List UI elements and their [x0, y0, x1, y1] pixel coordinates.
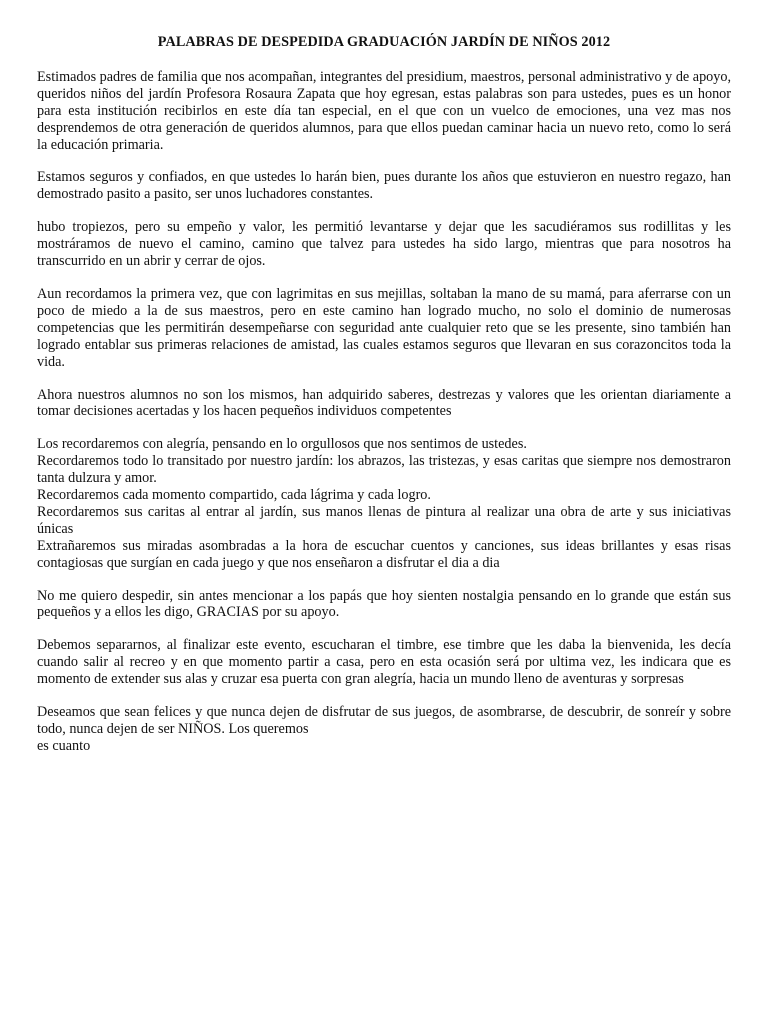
- memories-group: [37, 436, 731, 571]
- closing-line: es cuanto: [37, 737, 91, 754]
- memory-line: Extrañaremos sus miradas asombradas a la hora de escuchar cuentos y canciones, sus ideas brillantes y esas risas contagiosas que surgían en cada juego y que nos enseñaron a disfrutar el dia a dia: [37, 537, 731, 571]
- document-title: PALABRAS DE DESPEDIDA GRADUACIÓN JARDÍN DE NIÑOS 2012: [157, 34, 611, 50]
- paragraph-first-day: Aun recordamos la primera vez, que con lagrimitas en sus mejillas, soltaban la mano de su mamá, para aferrarse con un poco de miedo a la de sus maestros, pero en este camino han logrado mucho, no solo el dominio de numerosas competencias que les permitirán desempeñarse con seguridad ante cualquier reto que se les presente, sino también han logrado entablar sus primeras relaciones de amistad, las cuales estamos seguros que llevaran en sus corazoncitos toda la vida.: [37, 285, 731, 370]
- memory-line: Recordaremos sus caritas al entrar al jardín, sus manos llenas de pintura al realizar una obra de arte y sus iniciativas únicas: [37, 503, 731, 537]
- paragraph-competences: Ahora nuestros alumnos no son los mismos, han adquirido saberes, destrezas y valores que les orientan diariamente a tomar decisiones acertadas y los hacen pequeños individuos competentes: [37, 386, 731, 420]
- paragraph-confidence: Estamos seguros y confiados, en que ustedes lo harán bien, pues durante los años que estuvieron en nuestro regazo, han demostrado pasito a pasito, ser unos luchadores constantes.: [37, 169, 731, 203]
- paragraph-thanks-parents: No me quiero despedir, sin antes mencionar a los papás que hoy sienten nostalgia pensando en lo grande que están sus pequeños y a ellos les digo, GRACIAS por su apoyo.: [37, 587, 731, 621]
- paragraph-wishes: Deseamos que sean felices y que nunca dejen de disfrutar de sus juegos, de asombrarse, de descubrir, de sonreír y sobre todo, nunca dejen de ser NIÑOS. Los queremos: [37, 704, 731, 737]
- paragraph-farewell-bell: Debemos separarnos, al finalizar este evento, escucharan el timbre, ese timbre que les daba la bienvenida, les decía cuando salir al recreo y en que momento partir a casa, pero en esta ocasión será por ultima vez, les indicara que es momento de extender sus alas y cruzar esa puerta con gran alegría, hacia un mundo lleno de aventuras y sorpresas: [37, 637, 731, 688]
- paragraph-greeting: Estimados padres de familia que nos acompañan, integrantes del presidium, maestros, personal administrativo y de apoyo, queridos niños del jardín Profesora Rosaura Zapata que hoy egresan, estas palabras son para ustedes, pues es un honor para esta institución recibirlos en este día tan especial, en el que con un vuelco de emociones, una vez mas nos desprendemos de otra generación de queridos alumnos, para que ellos puedan caminar hacia un nuevo reto, como lo será la educación primaria.: [37, 68, 731, 153]
- document-page: [37, 34, 731, 755]
- memory-line: Los recordaremos con alegría, pensando en lo orgullosos que nos sentimos de ustedes.: [37, 436, 527, 453]
- paragraph-stumbles: hubo tropiezos, pero su empeño y valor, les permitió levantarse y dejar que les sacudiéramos sus rodillitas y les mostráramos de nuevo el camino, camino que talvez para ustedes ha sido largo, mientras que para nosotros ha transcurrido en un abrir y cerrar de ojos.: [37, 219, 731, 270]
- memory-line: Recordaremos todo lo transitado por nuestro jardín: los abrazos, las tristezas, y esas caritas que siempre nos demostraron tanta dulzura y amor.: [37, 453, 731, 487]
- memory-line: Recordaremos cada momento compartido, cada lágrima y cada logro.: [37, 487, 431, 504]
